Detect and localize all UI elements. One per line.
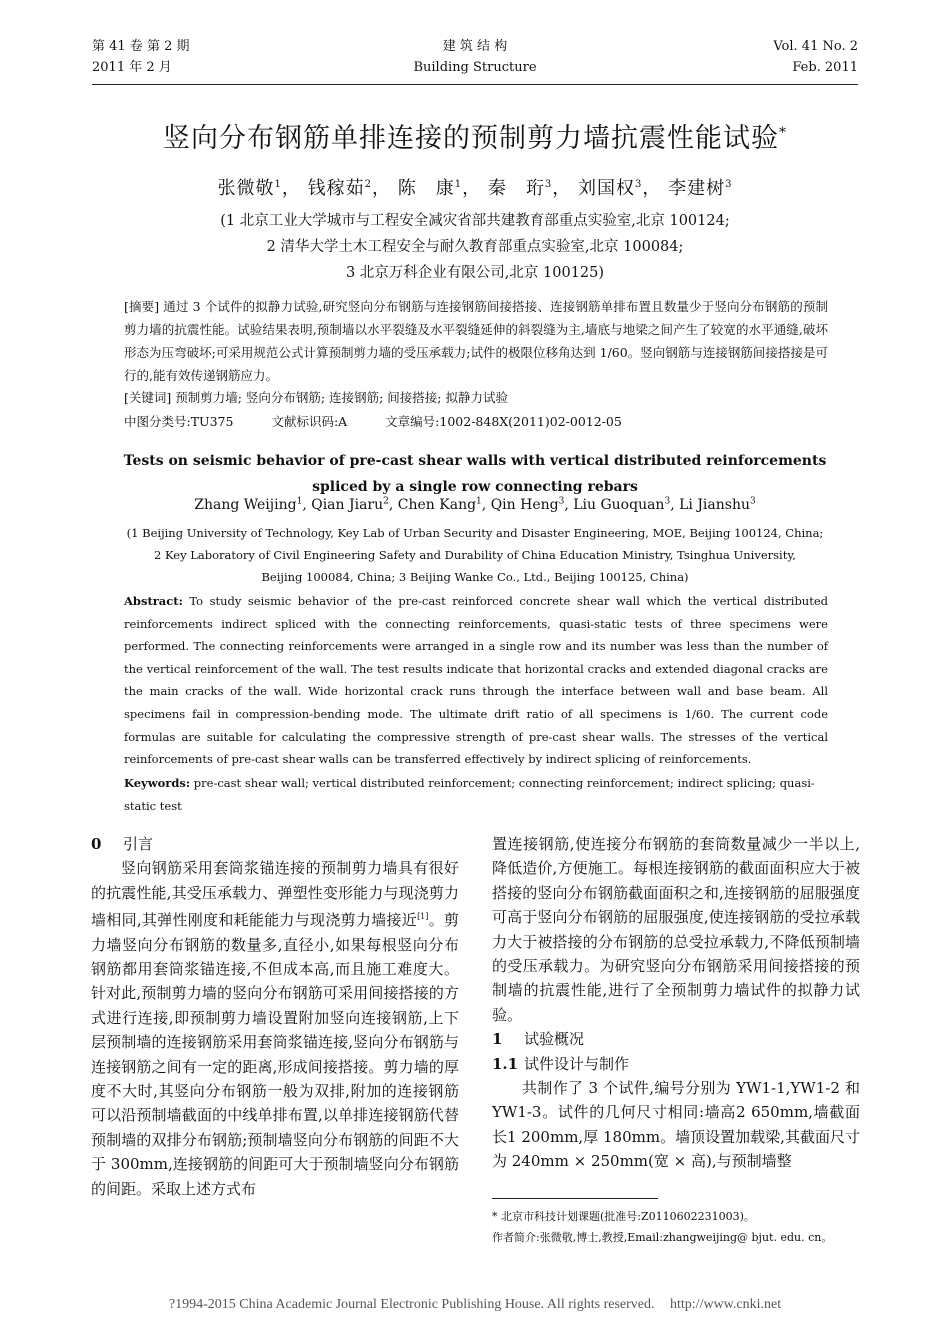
cnki-link[interactable]: http://www.cnki.net: [670, 1297, 782, 1312]
citation-ref: [1]: [417, 912, 429, 922]
funding-note: * 北京市科技计划课题(批准号:Z0110602231003)。: [492, 1210, 755, 1223]
author-en: Liu Guoquan$^3$,: [573, 496, 680, 513]
abstract-en-label: Abstract:: [124, 594, 183, 608]
section-heading: [91, 832, 459, 856]
abstract-cn-label: [摘要]: [124, 299, 160, 314]
author-list-cn: [0, 174, 950, 200]
author-cn: 陈 康$^1$，: [397, 178, 482, 199]
paper-title-cn-text: 竖向分布钢筋单排连接的预制剪力墙抗震性能试验: [163, 123, 779, 154]
section-title: 引言: [123, 835, 154, 853]
author-en: Qin Heng$^3$,: [490, 496, 574, 513]
paper-title-en: [0, 448, 950, 500]
subsection-heading: [492, 1052, 860, 1076]
document-code: 文献标识码:A: [271, 414, 348, 429]
title-en-line: Tests on seismic behavior of pre-cast shear walls with vertical distributed reinforcements: [123, 453, 827, 469]
affiliations-cn: [0, 208, 950, 286]
section-number: 1: [492, 1030, 503, 1049]
author-cn: 钱稼茹$^2$，: [307, 178, 392, 199]
affiliation-line: (1 Beijing University of Technology, Key Lab of Urban Security and Disaster Engineering, MOE, Beijing 100124, China;: [126, 526, 824, 540]
paper-title-cn: [0, 116, 950, 155]
author-bio-note: 作者简介:张微敬,博士,教授,Email:zhangweijing@ bjut. edu. cn。: [492, 1231, 833, 1244]
affiliations-en: [0, 522, 950, 588]
body-paragraph: 置连接钢筋,使连接分布钢筋的套筒数量减少一半以上,降低造价,方便施工。每根连接钢筋的截面面积应大于被搭接的竖向分布钢筋截面面积之和,连接钢筋的屈服强度可高于竖向分布钢筋的屈服强度,使连接钢筋的受拉承载力大于被搭接的分布钢筋的总受拉承载力,不降低预制墙的受压承载力。为研究竖向分布钢筋采用间接搭接的预制墙的抗震性能,进行了全预制剪力墙试件的拟静力试验。: [492, 835, 860, 1024]
body-paragraph: 竖向钢筋采用套筒浆锚连接的预制剪力墙具有很好的抗震性能,其受压承载力、弹塑性变形能力与现浇剪力墙相同,其弹性刚度和耗能能力与现浇剪力墙接近[1]。剪力墙竖向分布钢筋的数量多,直径小,如果每根竖向分布钢筋都用套筒浆锚连接,不但成本高,而且施工难度大。针对此,预制剪力墙的竖向分布钢筋可采用间接搭接的方式进行连接,即预制剪力墙设置附加竖向连接钢筋,上下层预制墙的连接钢筋采用套筒浆锚连接,竖向分布钢筋与连接钢筋之间有一定的距离,形成间接搭接。剪力墙的厚度不大时,其竖向分布钢筋一般为双排,附加的连接钢筋可以沿预制墙截面的中线单排布置,以单排连接钢筋代替预制墙的双排分布钢筋;预制墙竖向分布钢筋的间距不大于 300mm,连接钢筋的间距可大于预制墙竖向分布钢筋的间距。采取上述方式布: [91, 859, 459, 1198]
footnotes: [492, 1206, 872, 1248]
abstract-en: [124, 590, 828, 771]
subsection-title: 试件设计与制作: [524, 1054, 630, 1073]
author-cn: 秦 珩$^3$，: [487, 178, 572, 199]
clc-number: 中图分类号:TU375: [124, 414, 234, 429]
keywords-en-text: pre-cast shear wall; vertical distributed reinforcement; connecting reinforcement; indirect splicing; quasi-static test: [124, 776, 815, 813]
classification-info: [124, 410, 828, 433]
author-en: Zhang Weijing$^1$,: [194, 496, 312, 513]
subsection-number: 1.1: [492, 1054, 519, 1073]
copyright-text: ?1994-2015 China Academic Journal Electronic Publishing House. All rights reserved.: [168, 1297, 655, 1312]
body-paragraph: 共制作了 3 个试件,编号分别为 YW1-1,YW1-2 和 YW1-3。试件的几何尺寸相同:墙高2 650mm,墙截面长1 200mm,厚 180mm。墙顶设置加载梁,其截面尺寸为 240mm × 250mm(宽 × 高),与预制墙整: [492, 1079, 860, 1171]
keywords-en: [124, 772, 828, 817]
journal-issue-info-en: [773, 36, 858, 78]
header-divider: [92, 84, 858, 85]
title-en-line: spliced by a single row connecting rebars: [312, 479, 638, 495]
author-en: Chen Kang$^1$,: [397, 496, 491, 513]
journal-name-cn: 建 筑 结 构: [442, 39, 508, 54]
copyright-line: [0, 1297, 950, 1313]
author-cn: 刘国权$^3$，: [577, 178, 662, 199]
affiliation-line: Beijing 100084, China; 3 Beijing Wanke Co., Ltd., Beijing 100125, China): [261, 570, 689, 584]
journal-name-en: Building Structure: [413, 60, 537, 75]
section-title: 试验概况: [524, 1030, 585, 1049]
affiliation-line: 3 北京万科企业有限公司,北京 100125): [345, 265, 605, 281]
section-heading: [492, 1027, 860, 1051]
keywords-cn-text: 预制剪力墙; 竖向分布钢筋; 连接钢筋; 间接搭接; 拟静力试验: [175, 390, 508, 405]
publication-date: 2011 年 2 月: [92, 60, 172, 75]
body-column-right: [492, 832, 860, 1174]
affiliation-line: (1 北京工业大学城市与工程安全减灾省部共建教育部重点实验室,北京 100124;: [220, 213, 730, 229]
author-list-en: [0, 496, 950, 513]
affiliation-line: 2 清华大学土木工程安全与耐久教育部重点实验室,北京 100084;: [266, 239, 684, 255]
author-cn: 李建树$^3$: [668, 178, 733, 199]
author-en: Li Jianshu$^3$: [679, 496, 756, 513]
keywords-cn-label: [关键词]: [124, 390, 172, 405]
article-number: 文章编号:1002-848X(2011)02-0012-05: [385, 414, 622, 429]
body-column-left: [91, 832, 459, 1201]
abstract-cn: [124, 295, 828, 387]
volume-issue: 第 41 卷 第 2 期: [92, 39, 190, 54]
keywords-cn: [124, 386, 828, 409]
abstract-cn-text: 通过 3 个试件的拟静力试验,研究竖向分布钢筋与连接钢筋间接搭接、连接钢筋单排布置且数量少于竖向分布钢筋的预制剪力墙的抗震性能。试验结果表明,预制墙以水平裂缝及水平裂缝延伸的斜裂缝为主,墙底与地梁之间产生了较宽的水平通缝,破坏形态为压弯破坏;可采用规范公式计算预制剪力墙的受压承载力;试件的极限位移角达到 1/60。竖向钢筋与连接钢筋间接搭接是可行的,能有效传递钢筋应力。: [124, 299, 828, 383]
keywords-en-label: Keywords:: [124, 776, 191, 790]
footnote-divider: [492, 1198, 658, 1199]
affiliation-line: 2 Key Laboratory of Civil Engineering Safety and Durability of China Education Ministry, Tsinghua University,: [154, 548, 796, 562]
publication-date-en: Feb. 2011: [792, 60, 858, 75]
author-en: Qian Jiaru$^2$,: [311, 496, 398, 513]
author-cn: 张微敬$^1$，: [217, 178, 301, 199]
section-number: 0: [91, 835, 102, 853]
abstract-en-text: To study seismic behavior of the pre-cast reinforced concrete shear wall which the vertical distributed reinforcements indirect spliced with the connecting reinforcements, quasi-static tests of three specimens were performed. The connecting reinforcements were arranged in a single row and its number was less than the number of the vertical reinforcement of the wall. The test results indicate that horizontal cracks and extended diagonal cracks are the main cracks of the wall. Wide horizontal crack runs through the interface between wall and base beam. All specimens fail in compression-bending mode. The ultimate drift ratio of all specimens is 1/60. The current code formulas are suitable for calculating the compressive strength of pre-cast shear walls. The stresses of the vertical reinforcements of pre-cast shear walls can be transferred effectively by indirect splicing of reinforcements.: [124, 594, 828, 767]
volume-issue-en: Vol. 41 No. 2: [773, 39, 858, 54]
title-footnote-mark: *: [779, 125, 787, 141]
